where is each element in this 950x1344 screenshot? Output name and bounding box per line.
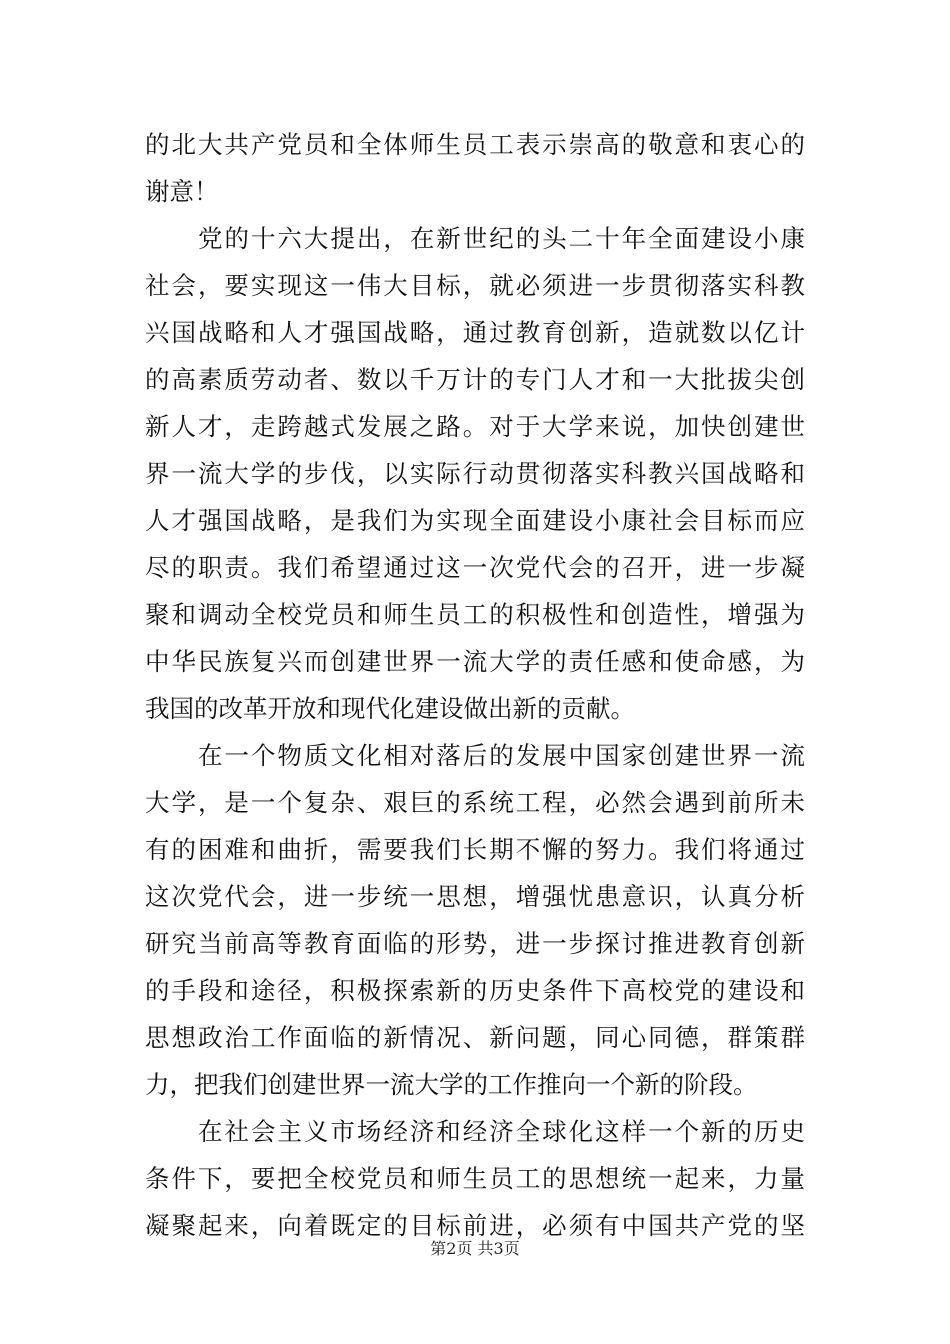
text-line: 在社会主义市场经济和经济全球化这样一个新的历史 bbox=[198, 1117, 805, 1146]
text-line: 聚和调动全校党员和师生员工的积极性和创造性，增强为 bbox=[145, 600, 805, 629]
text-line: 有的困难和曲折，需要我们长期不懈的努力。我们将通过 bbox=[145, 835, 805, 864]
text-line: 思想政治工作面临的新情况、新问题，同心同德，群策群 bbox=[145, 1023, 805, 1052]
text-line: 凝聚起来，向着既定的目标前进，必须有中国共产党的坚 bbox=[145, 1211, 805, 1240]
text-line: 界一流大学的步伐，以实际行动贯彻落实科教兴国战略和 bbox=[145, 459, 805, 488]
text-line: 谢意！ bbox=[145, 177, 219, 206]
page-footer: 第2页 共3页 bbox=[430, 1239, 520, 1258]
text-line: 的北大共产党员和全体师生员工表示崇高的敬意和衷心的 bbox=[145, 130, 805, 159]
document-body bbox=[145, 121, 805, 1249]
text-line: 人才强国战略，是我们为实现全面建设小康社会目标而应 bbox=[145, 506, 805, 535]
text-line: 的手段和途径，积极探索新的历史条件下高校党的建设和 bbox=[145, 976, 805, 1005]
text-line: 党的十六大提出，在新世纪的头二十年全面建设小康 bbox=[198, 224, 805, 253]
text-line: 大学，是一个复杂、艰巨的系统工程，必然会遇到前所未 bbox=[145, 788, 805, 817]
text-line: 兴国战略和人才强国战略，通过教育创新，造就数以亿计 bbox=[145, 318, 805, 347]
text-line: 条件下，要把全校党员和师生员工的思想统一起来，力量 bbox=[145, 1164, 805, 1193]
text-line: 社会，要实现这一伟大目标，就必须进一步贯彻落实科教 bbox=[145, 271, 805, 300]
text-line: 中华民族复兴而创建世界一流大学的责任感和使命感，为 bbox=[145, 647, 805, 676]
text-line: 的高素质劳动者、数以千万计的专门人才和一大批拔尖创 bbox=[145, 365, 805, 394]
text-line: 尽的职责。我们希望通过这一次党代会的召开，进一步凝 bbox=[145, 553, 805, 582]
text-line: 力，把我们创建世界一流大学的工作推向一个新的阶段。 bbox=[145, 1070, 758, 1099]
text-line: 在一个物质文化相对落后的发展中国家创建世界一流 bbox=[198, 741, 805, 770]
text-line: 我国的改革开放和现代化建设做出新的贡献。 bbox=[145, 694, 635, 723]
text-line: 研究当前高等教育面临的形势，进一步探讨推进教育创新 bbox=[145, 929, 805, 958]
text-line: 新人才，走跨越式发展之路。对于大学来说，加快创建世 bbox=[145, 412, 805, 441]
text-line: 这次党代会，进一步统一思想，增强忧患意识，认真分析 bbox=[145, 882, 805, 911]
